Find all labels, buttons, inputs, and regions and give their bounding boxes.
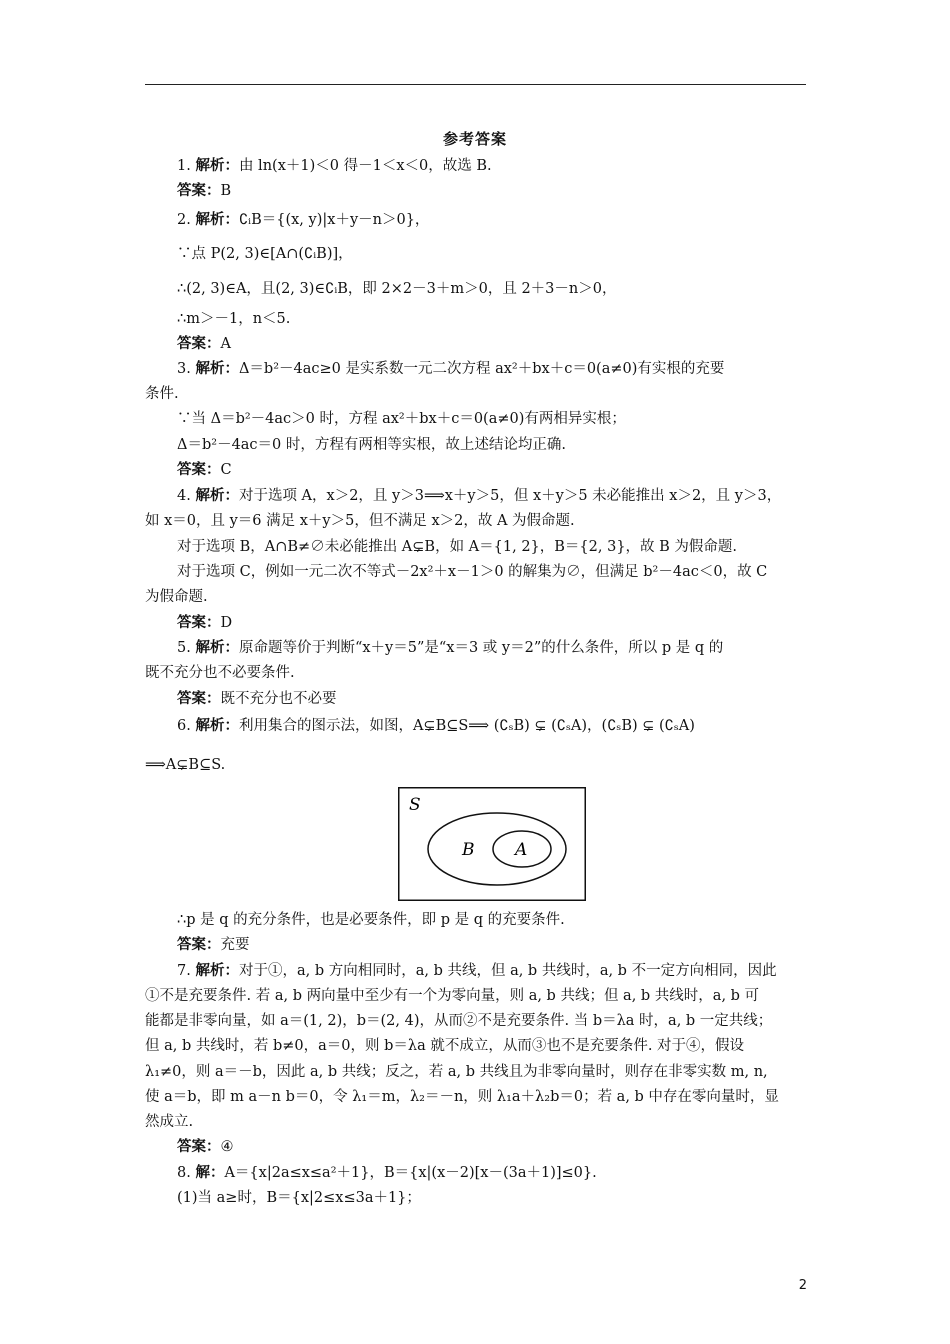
venn-diagram <box>398 787 586 901</box>
answer-2-step-3: ∴m＞－1，n＜5. <box>177 311 291 327</box>
answer-5-line: 5. 解析：原命题等价于判断“x＋y＝5”是“x＝3 或 y＝2”的什么条件，所以 p 是 q 的 <box>177 639 724 656</box>
answer-7-line-3: 能都是非零向量，如 a＝(1, 2)，b＝(2, 4)，从而②不是充要条件. 当 b＝λa 时，a, b 一定共线； <box>145 1013 773 1029</box>
answer-1-result: 答案：B <box>177 182 232 199</box>
answer-4-line: 4. 解析：对于选项 A，x＞2，且 y＞3⟹x＋y＞5，但 x＋y＞5 未必能推出 x＞2，且 y＞3， <box>177 487 782 504</box>
answer-4-option-c: 对于选项 C，例如一元二次不等式－2x²＋x－1＞0 的解集为∅，但满足 b²－4ac＜0，故 C <box>177 564 768 580</box>
answer-7-line-4: 但 a, b 共线时，若 b≠0，a＝0，则 b＝λa 就不成立，从而③也不是充要条件. 对于④，假设 <box>145 1038 745 1054</box>
answer-3-step-1: ∵当 Δ＝b²－4ac＞0 时，方程 ax²＋bx＋c＝0(a≠0)有两相异实根； <box>177 411 626 427</box>
set-b-ellipse <box>428 813 566 885</box>
answer-6-continuation: ⟹A⊊B⊆S. <box>145 757 226 773</box>
header-rule <box>145 84 806 85</box>
answer-7-line-5: λ₁≠0，则 a＝－b，因此 a, b 共线；反之，若 a, b 共线且为非零向量时，则存在非零实数 m, n, <box>145 1064 768 1080</box>
answer-1-line: 1. 解析：由 ln(x＋1)＜0 得－1＜x＜0，故选 B. <box>177 157 492 174</box>
answer-4-option-c-end: 为假命题. <box>145 589 208 605</box>
set-s-label: S <box>409 795 421 815</box>
universal-set-box <box>399 788 586 901</box>
page-title: 参考答案 <box>442 130 507 148</box>
answer-2-line: 2. 解析：∁ᵢB＝{(x, y)|x＋y－n＞0}， <box>177 211 430 228</box>
answer-2-step-1: ∵点 P(2, 3)∈[A∩(∁ᵢB)]， <box>177 246 353 262</box>
answer-7-line-6: 使 a＝b，即 m a－n b＝0，令 λ₁＝m，λ₂＝－n，则 λ₁a＋λ₂b＝0；若 a, b 中存在零向量时，显 <box>145 1089 779 1105</box>
answer-3-line: 3. 解析：Δ＝b²－4ac≥0 是实系数一元二次方程 ax²＋bx＋c＝0(a≠0)有实根的充要 <box>177 360 725 377</box>
answer-4-result: 答案：D <box>177 614 233 631</box>
answer-5-result: 答案：既不充分也不必要 <box>177 690 337 707</box>
answer-7-line-7: 然成立. <box>145 1114 194 1130</box>
answer-4-option-b: 对于选项 B，A∩B≠∅未必能推出 A⊊B，如 A＝{1, 2}，B＝{2, 3}，故 B 为假命题. <box>177 539 738 555</box>
answer-7-result: 答案：④ <box>177 1138 234 1155</box>
answer-6-result: 答案：充要 <box>177 936 250 953</box>
answer-3-step-2: Δ＝b²－4ac＝0 时，方程有两相等实根，故上述结论均正确. <box>177 437 566 453</box>
answer-7-line: 7. 解析：对于①，a, b 方向相同时，a, b 共线，但 a, b 共线时，a, b 不一定方向相同，因此 <box>177 962 777 979</box>
answer-6-line: 6. 解析：利用集合的图示法，如图，A⊊B⊆S⟹ (∁ₛB) ⊊ (∁ₛA)，(∁ₛB) ⊊ (∁ₛA) <box>177 717 695 734</box>
answer-7-line-2: ①不是充要条件. 若 a, b 两向量中至少有一个为零向量，则 a, b 共线；但 a, b 共线时，a, b 可 <box>145 988 760 1004</box>
answer-8-line: 8. 解：A＝{x|2a≤x≤a²＋1}，B＝{x|(x－2)[x－(3a＋1)]≤0}. <box>177 1164 597 1181</box>
set-a-label: A <box>515 840 528 860</box>
answer-2-result: 答案：A <box>177 335 231 352</box>
answer-8-case-1: (1)当 a≥时，B＝{x|2≤x≤3a＋1}； <box>177 1190 421 1206</box>
answer-4-continuation: 如 x＝0，且 y＝6 满足 x＋y＞5，但不满足 x＞2，故 A 为假命题. <box>145 513 575 529</box>
set-b-label: B <box>462 840 475 860</box>
answer-3-continuation: 条件. <box>145 386 179 402</box>
answer-2-step-2: ∴(2, 3)∈A，且(2, 3)∈∁ᵢB，即 2×2－3＋m＞0，且 2＋3－n＞0， <box>177 281 617 297</box>
answer-6-conclusion: ∴p 是 q 的充分条件，也是必要条件，即 p 是 q 的充要条件. <box>177 912 565 928</box>
answer-3-result: 答案：C <box>177 461 232 478</box>
answer-5-continuation: 既不充分也不必要条件. <box>145 665 295 681</box>
page-number: 2 <box>798 1278 807 1293</box>
